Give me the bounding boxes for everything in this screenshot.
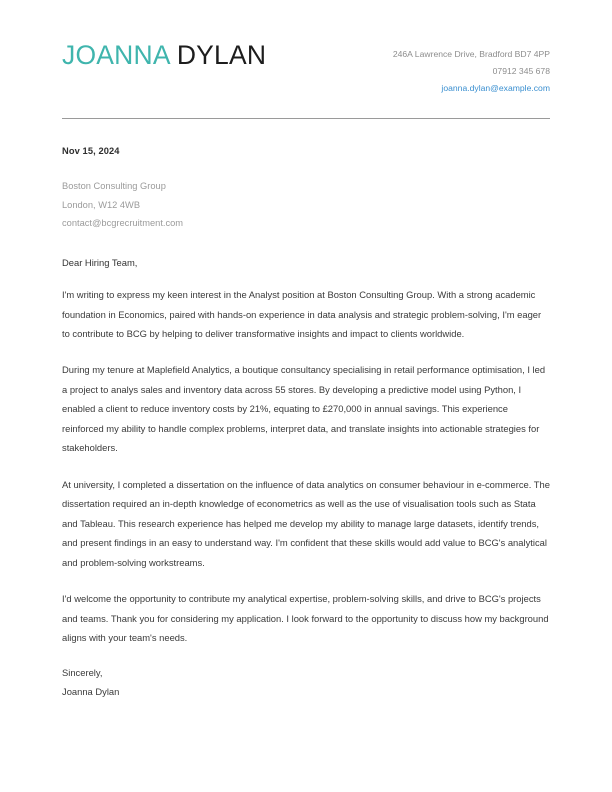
recipient-company: Boston Consulting Group bbox=[62, 181, 166, 192]
salutation: Dear Hiring Team, bbox=[62, 257, 138, 269]
body-paragraph-1: I'm writing to express my keen interest in the Analyst position at Boston Consulting Group. With a strong academic foundation in Economics, paired with hands-on experience in data analysis and strategic problem-solving, I'm eager to contribute to BCG by helping to deliver transformative insights and impact to clients worldwide. bbox=[62, 289, 542, 339]
recipient-address: London, W12 4WB bbox=[62, 199, 141, 210]
letter-body bbox=[62, 285, 550, 648]
recipient-email: contact@bcgrecruitment.com bbox=[62, 218, 184, 229]
body-paragraph-4: I'd welcome the opportunity to contribute my analytical expertise, problem-solving skills, and drive to BCG's projects and teams. Thank you for considering my application. I look forward to the opportunity to discuss how my background aligns with your team's needs. bbox=[62, 593, 549, 644]
signature-name: Joanna Dylan bbox=[62, 685, 120, 697]
letter-date: Nov 15, 2024 bbox=[62, 146, 120, 157]
signature-block bbox=[62, 663, 550, 702]
header-divider bbox=[62, 118, 550, 119]
letterhead bbox=[62, 0, 550, 96]
contact-details bbox=[350, 38, 550, 96]
closing-line: Sincerely, bbox=[62, 666, 103, 678]
contact-phone: 07912 345 678 bbox=[492, 65, 550, 76]
page-title bbox=[62, 38, 266, 70]
body-paragraph-2: During my tenure at Maplefield Analytics, a boutique consultancy specialising in retail performance optimisation, I led a project to analys sales and inventory data across 55 stores. By developing a predictive model using Python, I enabled a client to reduce inventory costs by 21%, equating to £270,000 in annual savings. This experience reinforced my ability to handle complex problems, interpret data, and translate insights into actionable strategies for stakeholders. bbox=[62, 364, 546, 454]
contact-email-link[interactable]: joanna.dylan@example.com bbox=[441, 82, 550, 93]
body-paragraph-3: At university, I completed a dissertation on the influence of data analytics on consumer behaviour in e-commerce. The dissertation required an in-depth knowledge of econometrics as well as the use of visualisation tools such as Stata and Tableau. This research experience has helped me develop my ability to manage large datasets, identify trends, and present findings in an easy to understand way. I'm confident that these skills would add value to BCG's analytical and problem-solving workstreams. bbox=[62, 478, 550, 568]
first-name: JOANNA bbox=[62, 40, 170, 70]
recipient-block bbox=[62, 177, 550, 233]
last-name: DYLAN bbox=[176, 40, 267, 70]
contact-address: 246A Lawrence Drive, Bradford BD7 4PP bbox=[392, 49, 550, 59]
